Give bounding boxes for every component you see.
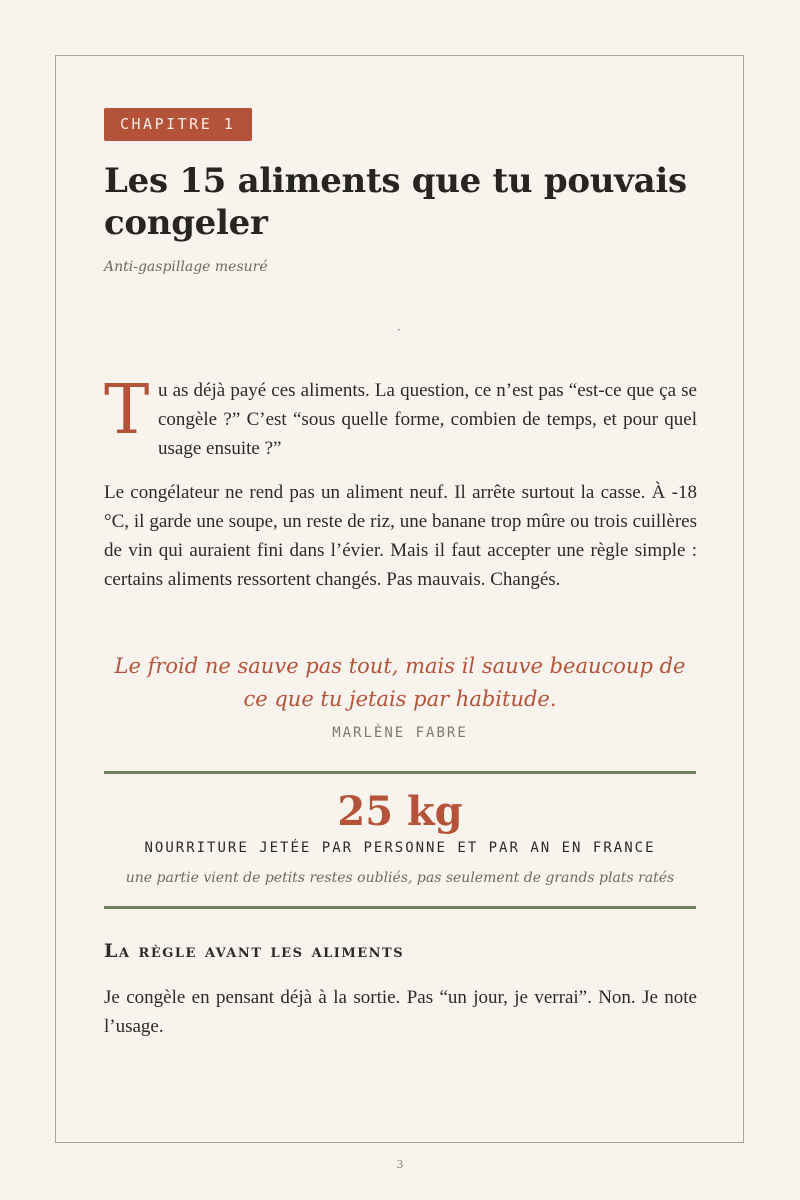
body-paragraph: Le congélateur ne rend pas un aliment neuf. Il arrête surtout la casse. À -18 °C, il garde une soupe, un reste de riz, une banane trop mûre ou trois cuillères de vin qui auraient fini dans l’évier. Mais il faut accepter une règle simple : certains aliments ressortent changés. Pas mauvais. Changés.: [104, 482, 697, 590]
chapter-badge: CHAPITRE 1: [104, 108, 252, 141]
separator-dot: ·: [397, 323, 401, 337]
chapter-subtitle: Anti-gaspillage mesuré: [104, 259, 268, 275]
section-paragraph: Je congèle en pensant déjà à la sortie. Pas “un jour, je verrai”. Non. Je note l’usage.: [104, 987, 697, 1037]
stat-label: NOURRITURE JETÉE PAR PERSONNE ET PAR AN EN FRANCE: [144, 840, 656, 856]
section-heading: La règle avant les aliments: [104, 940, 405, 962]
chapter-title: Les 15 aliments que tu pouvais congeler: [104, 161, 687, 243]
drop-cap: T: [104, 371, 150, 450]
stat-note: une partie vient de petits restes oubliés, pas seulement de grands plats ratés: [125, 870, 675, 886]
quote-author: MARLÈNE FABRE: [332, 725, 468, 741]
stat-rule-top: [104, 771, 696, 774]
page-number: 3: [396, 1158, 404, 1171]
pull-quote: Le froid ne sauve pas tout, mais il sauve beaucoup de ce que tu jetais par habitude.: [114, 654, 686, 711]
stat-rule-bottom: [104, 906, 696, 909]
stat-value: 25 kg: [337, 788, 463, 835]
intro-paragraph: u as déjà payé ces aliments. La question, ce n’est pas “est-ce que ça se congèle ?” C’est “sous quelle forme, combien de temps, et pour quel usage ensuite ?”: [158, 380, 697, 459]
